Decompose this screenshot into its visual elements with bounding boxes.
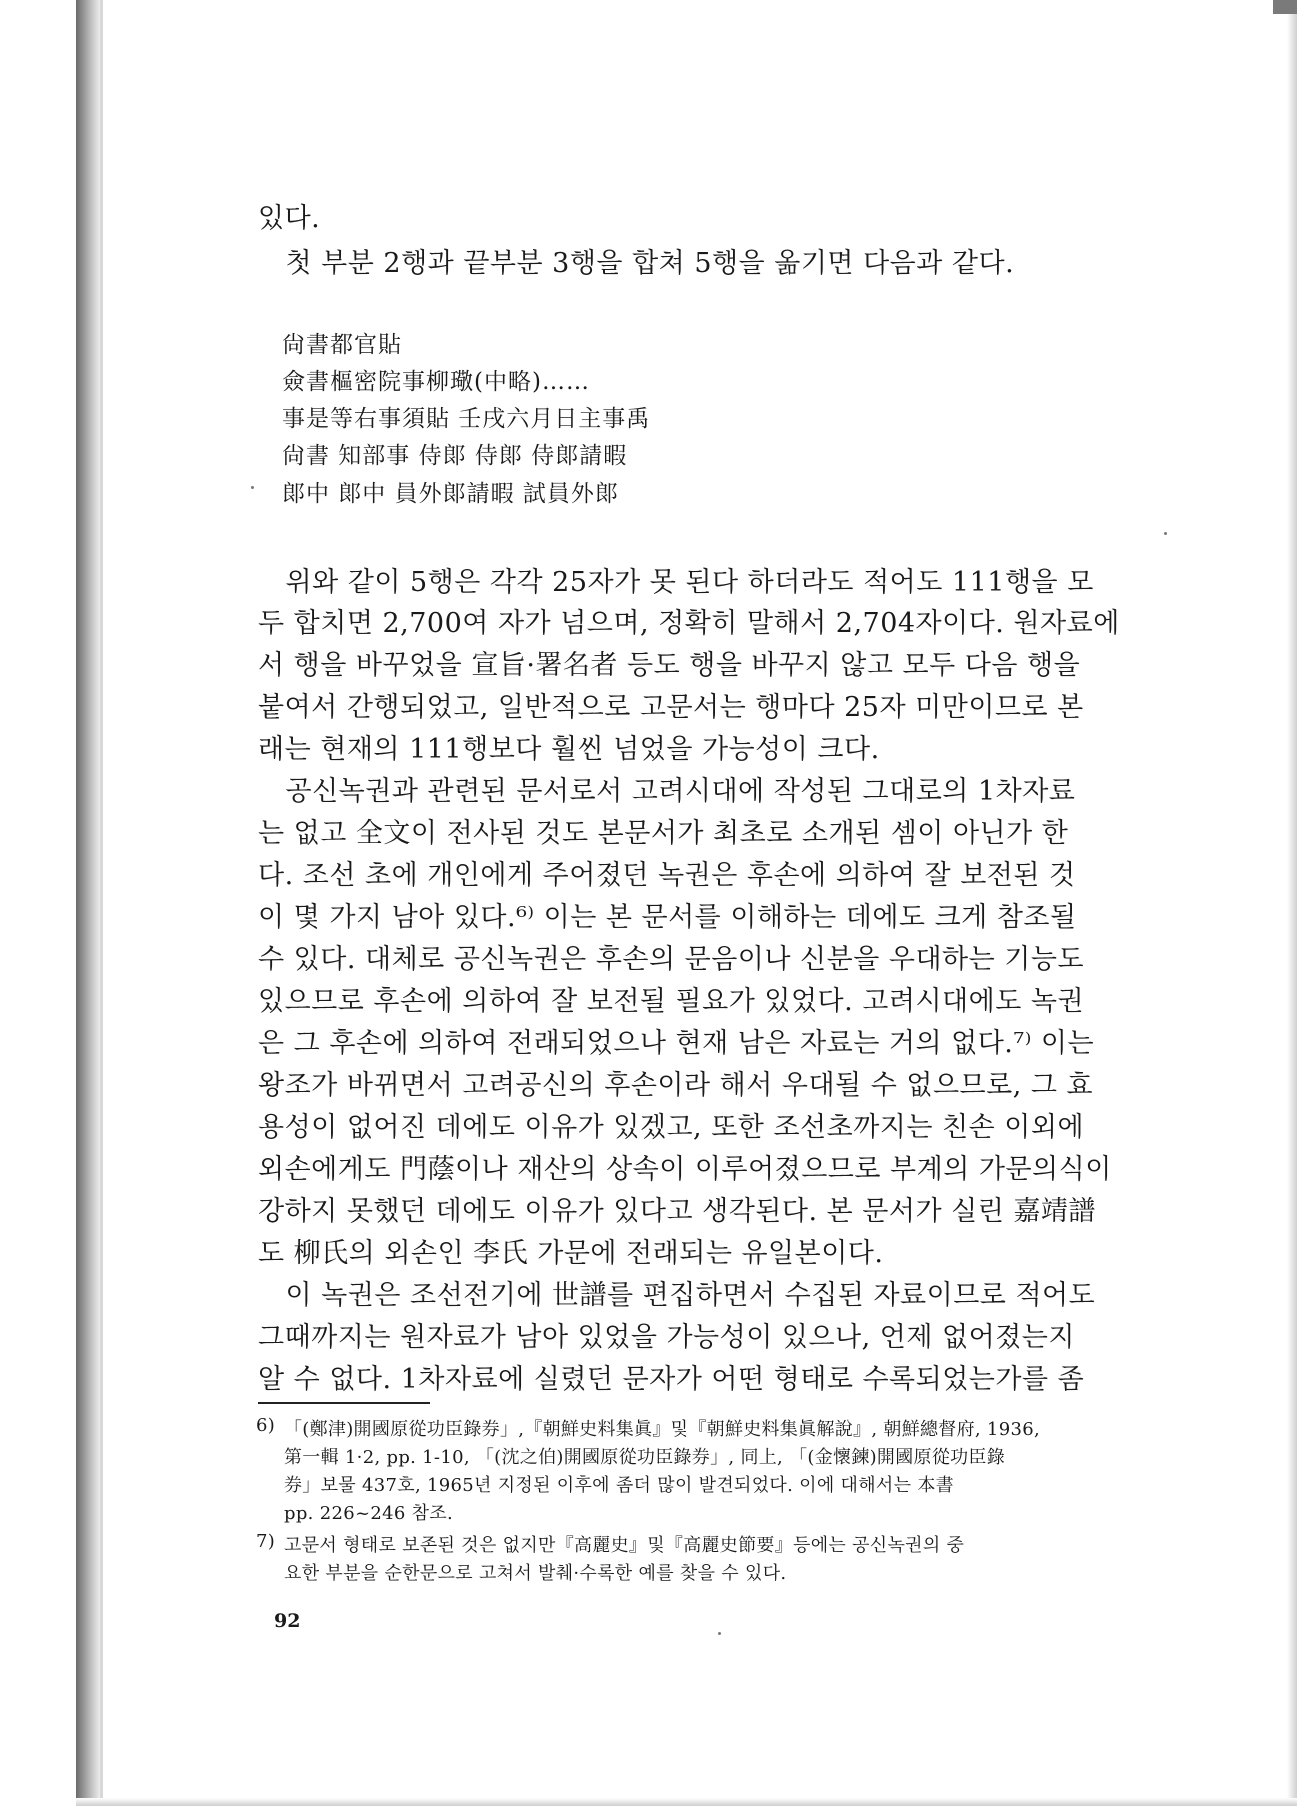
body-line: 다. 조선 초에 개인에게 주어졌던 녹권은 후손에 의하여 잘 보전된 것 [258, 860, 1076, 891]
footnote-number: 7) [256, 1531, 276, 1552]
body-line: 알 수 없다. 1차자료에 실렸던 문자가 어떤 형태로 수록되었는가를 좀 [258, 1364, 1085, 1395]
page-bottom-shadow [76, 1798, 1297, 1806]
body-line: 도 柳氏의 외손인 李氏 가문에 전래되는 유일본이다. [258, 1238, 884, 1269]
body-line: 래는 현재의 111행보다 훨씬 넘었을 가능성이 크다. [258, 734, 880, 765]
footnote-6 [256, 1415, 1154, 1441]
body-line: 공신녹권과 관련된 문서로서 고려시대에 작성된 그대로의 1차자료 [258, 776, 1076, 807]
footnote-line: 요한 부분을 순한문으로 고쳐서 발췌·수록한 예를 찾을 수 있다. [284, 1563, 787, 1584]
body-line: 있다. [258, 203, 321, 234]
body-line: 붙여서 간행되었고, 일반적으로 고문서는 행마다 25자 미만이므로 본 [258, 692, 1084, 723]
page-right-shadow [1287, 0, 1297, 1806]
footnote-line: 券」보물 437호, 1965년 지정된 이후에 좀더 많이 발견되었다. 이에 대해서는 本書 [284, 1475, 954, 1496]
footnote-line: 고문서 형태로 보존된 것은 없지만『高麗史』및『高麗史節要』등에는 공신녹권의 중 [284, 1535, 965, 1556]
body-line: 이 몇 가지 남아 있다.⁶⁾ 이는 본 문서를 이해하는 데에도 크게 참조될 [258, 902, 1077, 933]
body-line: 강하지 못했던 데에도 이유가 있다고 생각된다. 본 문서가 실린 嘉靖譜 [258, 1196, 1096, 1227]
body-line: 이 녹권은 조선전기에 世譜를 편집하면서 수집된 자료이므로 적어도 [258, 1280, 1096, 1311]
body-line: 서 행을 바꾸었을 宣旨·署名者 등도 행을 바꾸지 않고 모두 다음 행을 [258, 650, 1081, 681]
scan-speck [718, 1632, 721, 1635]
body-line: 수 있다. 대체로 공신녹권은 후손의 문음이나 신분을 우대하는 기능도 [258, 944, 1085, 975]
corner-mark [1273, 0, 1297, 14]
body-line: 는 없고 全文이 전사된 것도 본문서가 최초로 소개된 셈이 아닌가 한 [258, 818, 1069, 849]
book-spine-edge [76, 0, 100, 1806]
scan-speck [251, 486, 254, 489]
quote-line: 僉書樞密院事柳璥(中略)…… [282, 369, 590, 395]
body-line: 두 합치면 2,700여 자가 넘으며, 정확히 말해서 2,704자이다. 원자료에 [258, 608, 1120, 639]
page-gutter-line [100, 0, 103, 1806]
footnote-7 [256, 1531, 1154, 1557]
body-line: 용성이 없어진 데에도 이유가 있겠고, 또한 조선초까지는 친손 이외에 [258, 1112, 1085, 1143]
footnote-line: 第一輯 1·2, pp. 1-10, 「(沈之伯)開國原從功臣錄券」, 同上, 「(金懷鍊)開國原從功臣錄 [284, 1447, 1006, 1468]
body-line: 첫 부분 2행과 끝부분 3행을 합쳐 5행을 옮기면 다음과 같다. [258, 248, 1015, 279]
body-line: 있으므로 후손에 의하여 잘 보전될 필요가 있었다. 고려시대에도 녹권 [258, 986, 1085, 1017]
quote-line: 事是等右事須貼 壬戌六月日主事禹 [282, 406, 651, 432]
footnote-separator [258, 1402, 430, 1404]
quote-line: 郞中 郞中 員外郞請暇 試員外郞 [282, 481, 619, 507]
body-line: 은 그 후손에 의하여 전래되었으나 현재 남은 자료는 거의 없다.⁷⁾ 이는 [258, 1028, 1095, 1059]
footnote-line: 「(鄭津)開國原從功臣錄券」,『朝鮮史料集眞』및『朝鮮史料集眞解說』, 朝鮮總督府, 1936, [284, 1419, 1040, 1440]
footnote-line: pp. 226~246 참조. [284, 1503, 454, 1524]
body-line: 왕조가 바뀌면서 고려공신의 후손이라 해서 우대될 수 없으므로, 그 효 [258, 1070, 1094, 1101]
scan-speck [1164, 532, 1167, 535]
body-line: 외손에게도 門蔭이나 재산의 상속이 이루어졌으므로 부계의 가문의식이 [258, 1154, 1112, 1185]
body-line: 그때까지는 원자료가 남아 있었을 가능성이 있으나, 언제 없어졌는지 [258, 1322, 1075, 1353]
quote-line: 尙書 知部事 侍郞 侍郞 侍郞請暇 [282, 443, 628, 469]
quote-line: 尙書都官貼 [282, 332, 402, 358]
page-number: 92 [274, 1610, 301, 1632]
footnote-number: 6) [256, 1415, 276, 1436]
body-line: 위와 같이 5행은 각각 25자가 못 된다 하더라도 적어도 111행을 모 [258, 567, 1094, 598]
